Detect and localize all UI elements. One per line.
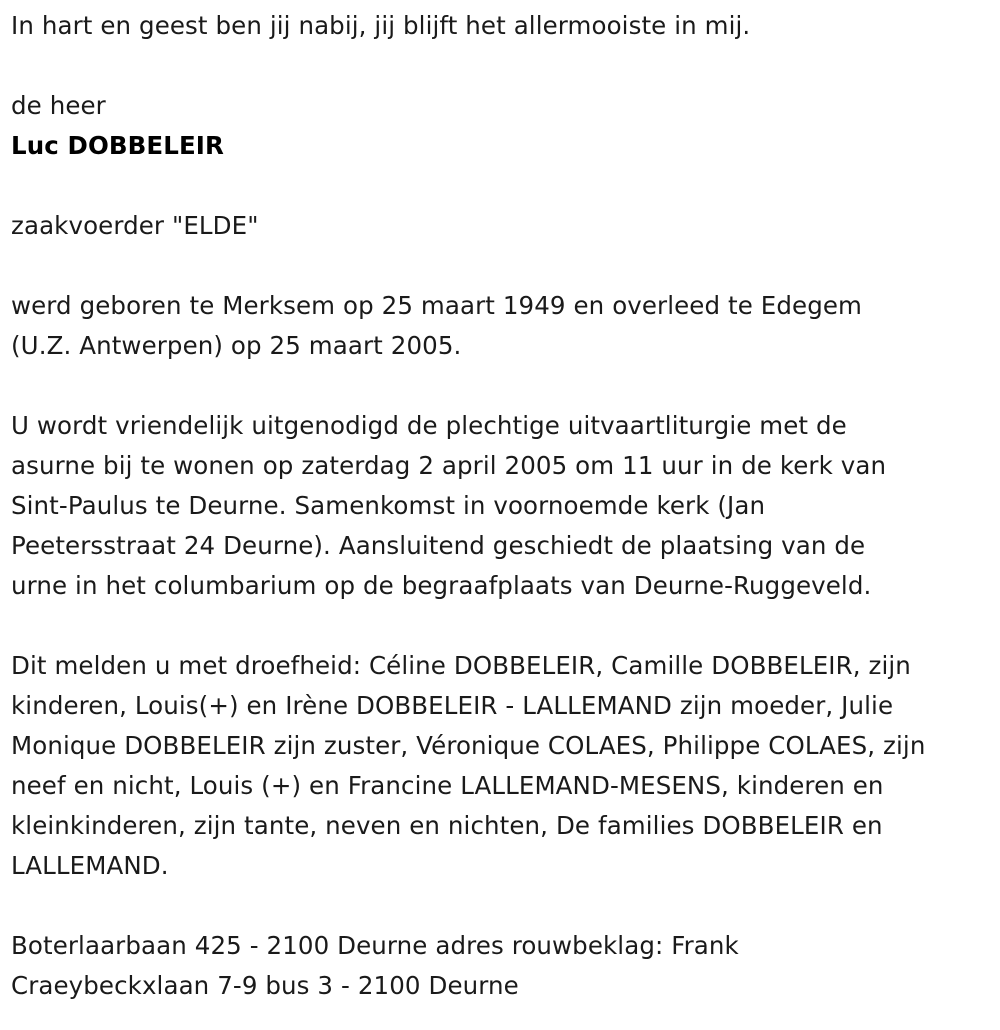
deceased-name: Luc DOBBELEIR — [11, 131, 224, 160]
spacer — [11, 886, 991, 926]
salutation: de heer — [11, 91, 106, 120]
spacer — [11, 366, 991, 406]
text-line: Peetersstraat 24 Deurne). Aansluitend geschiedt de plaatsing van de — [11, 531, 866, 560]
text-line: Boterlaarbaan 425 - 2100 Deurne adres rouwbeklag: Frank — [11, 931, 739, 960]
birth-death-paragraph — [11, 286, 991, 366]
text-line: Dit melden u met droefheid: Céline DOBBELEIR, Camille DOBBELEIR, zijn — [11, 651, 911, 680]
motto: In hart en geest ben jij nabij, jij blijft het allermooiste in mij. — [11, 11, 751, 40]
spacer — [11, 606, 991, 646]
text-line: LALLEMAND. — [11, 851, 169, 880]
text-line: urne in het columbarium op de begraafplaats van Deurne-Ruggeveld. — [11, 571, 872, 600]
funeral-notice — [11, 6, 991, 1006]
text-line: (U.Z. Antwerpen) op 25 maart 2005. — [11, 331, 462, 360]
spacer — [11, 166, 991, 206]
text-line: Monique DOBBELEIR zijn zuster, Véronique COLAES, Philippe COLAES, zijn — [11, 731, 926, 760]
text-line: kinderen, Louis(+) en Irène DOBBELEIR - LALLEMAND zijn moeder, Julie — [11, 691, 894, 720]
text-line: U wordt vriendelijk uitgenodigd de plechtige uitvaartliturgie met de — [11, 411, 847, 440]
mourners-paragraph — [11, 646, 991, 886]
text-line: asurne bij te wonen op zaterdag 2 april 2005 om 11 uur in de kerk van — [11, 451, 887, 480]
invitation-paragraph — [11, 406, 991, 606]
spacer — [11, 246, 991, 286]
text-line: neef en nicht, Louis (+) en Francine LALLEMAND-MESENS, kinderen en — [11, 771, 884, 800]
text-line: Craeybeckxlaan 7-9 bus 3 - 2100 Deurne — [11, 971, 519, 1000]
text-line: werd geboren te Merksem op 25 maart 1949 en overleed te Edegem — [11, 291, 862, 320]
text-line: Sint-Paulus te Deurne. Samenkomst in voornoemde kerk (Jan — [11, 491, 766, 520]
address-paragraph — [11, 926, 991, 1006]
occupation: zaakvoerder "ELDE" — [11, 211, 259, 240]
text-line: kleinkinderen, zijn tante, neven en nichten, De families DOBBELEIR en — [11, 811, 883, 840]
spacer — [11, 46, 991, 86]
